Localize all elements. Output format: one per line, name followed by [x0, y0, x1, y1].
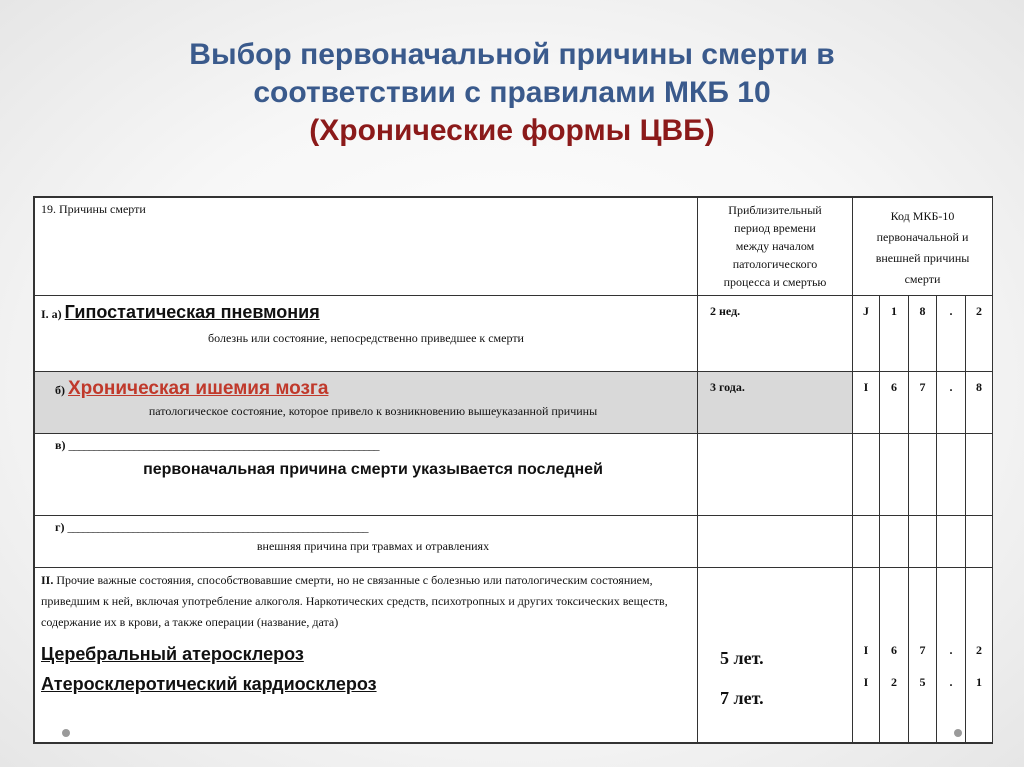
row-b-diagnosis: Хроническая ишемия мозга [68, 378, 329, 399]
other-code-col-1 [853, 568, 880, 743]
row-b-period: 3 года. [698, 372, 853, 434]
other-diagnosis-2: Атеросклеротический кардиосклероз [41, 674, 377, 694]
header-icd-code [853, 198, 993, 296]
decor-dot-right [954, 729, 962, 737]
row-v [35, 434, 993, 516]
row-a-hint: болезнь или состояние, непосредственно приведшее к смерти [208, 331, 524, 345]
other-code: . [949, 675, 953, 689]
row-b-label: б) [55, 383, 65, 397]
row-a-label: I. а) [41, 307, 62, 321]
row-g-period [698, 516, 853, 568]
other-code: 1 [976, 675, 982, 689]
row-b-code-3: 7 [909, 372, 937, 434]
row-v-code-cell [880, 434, 909, 516]
slide-title [0, 36, 1024, 150]
row-b-code-1: I [853, 372, 880, 434]
title-line-2: соответствии с правилами МКБ 10 [253, 76, 771, 109]
header-period-line: период времени [734, 221, 816, 235]
other-code: I [863, 643, 869, 657]
row-b-cause [35, 372, 698, 434]
title-line-1: Выбор первоначальной причины смерти в [189, 38, 835, 71]
header-period [698, 198, 853, 296]
header-period-line: процесса и смертью [723, 275, 827, 289]
other-period-1: 5 лет. [720, 648, 764, 668]
row-v-blank-line: ______________________________________________________________ [68, 438, 379, 452]
row-g-cause [35, 516, 698, 568]
header-code-line: смерти [904, 272, 941, 286]
row-v-period [698, 434, 853, 516]
other-code: 2 [891, 675, 897, 689]
other-code: I [863, 675, 869, 689]
row-a-code-4: . [937, 296, 966, 372]
row-g [35, 516, 993, 568]
other-diagnosis-1: Церебральный атеросклероз [41, 644, 304, 664]
other-code: 5 [919, 675, 926, 689]
decor-dot-left [62, 729, 70, 737]
row-g-blank-line: ____________________________________________________________ [67, 520, 368, 534]
header-period-line: Приблизительный [728, 203, 822, 217]
row-g-code-cell [880, 516, 909, 568]
header-row [35, 198, 993, 296]
row-b-code-5: 8 [966, 372, 993, 434]
other-code: 6 [891, 643, 897, 657]
row-g-code-cell [853, 516, 880, 568]
header-code-line: первоначальной и [876, 230, 969, 244]
row-a-code-5: 2 [966, 296, 993, 372]
other-code: 7 [919, 643, 926, 657]
row-v-code-cell [853, 434, 880, 516]
row-a-period: 2 нед. [698, 296, 853, 372]
row-v-hint: первоначальная причина смерти указывается последней [143, 461, 603, 478]
row-other-label: II. [41, 573, 54, 587]
row-v-code-cell [937, 434, 966, 516]
row-a-cause [35, 296, 698, 372]
other-period-2: 7 лет. [720, 688, 764, 708]
causes-table [34, 197, 993, 743]
row-a-code-3: 8 [909, 296, 937, 372]
row-g-label: г) [55, 520, 65, 534]
row-other [35, 568, 993, 743]
other-code-col-2 [880, 568, 909, 743]
header-code-line: внешней причины [875, 251, 970, 265]
other-code: 2 [976, 643, 982, 657]
title-line-3: (Хронические формы ЦВБ) [309, 114, 715, 147]
row-v-code-cell [966, 434, 993, 516]
row-g-code-cell [909, 516, 937, 568]
row-b-code-4: . [937, 372, 966, 434]
header-code-line: Код МКБ-10 [890, 209, 955, 223]
header-period-line: между началом [735, 239, 815, 253]
row-b-hint: патологическое состояние, которое привело к возникновению вышеуказанной причины [148, 404, 598, 418]
row-a-code-2: 1 [880, 296, 909, 372]
row-other-period [698, 568, 853, 743]
row-other-text: Прочие важные состояния, способствовавшие смерти, но не связанные с болезнью или патологическим состоянием, приведшим к ней, включая употребление алкоголя. Наркотических средств, психотропных и других токсических веществ, содержание их в крови, а также операции (название, дата) [41, 573, 668, 629]
row-a-code-1: J [853, 296, 880, 372]
row-a [35, 296, 993, 372]
row-g-code-cell [937, 516, 966, 568]
row-a-diagnosis: Гипостатическая пневмония [64, 302, 320, 322]
row-v-code-cell [909, 434, 937, 516]
other-code: . [949, 643, 953, 657]
other-code-col-4 [937, 568, 966, 743]
row-other-cause [35, 568, 698, 743]
death-certificate-form [33, 196, 993, 744]
row-g-hint: внешняя причина при травмах и отравлениях [256, 539, 490, 553]
row-v-label: в) [55, 438, 66, 452]
row-b-code-2: 6 [880, 372, 909, 434]
row-v-cause [35, 434, 698, 516]
row-b [35, 372, 993, 434]
header-causes: 19. Причины смерти [35, 198, 698, 296]
other-code-col-5 [966, 568, 993, 743]
other-code-col-3 [909, 568, 937, 743]
header-period-line: патологического [732, 257, 818, 271]
row-g-code-cell [966, 516, 993, 568]
